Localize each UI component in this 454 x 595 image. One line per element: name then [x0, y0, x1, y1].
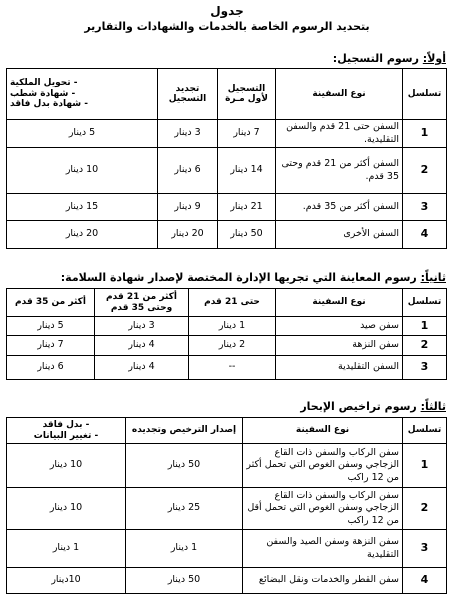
fee-cell: 50 دينار — [218, 221, 276, 249]
header-cell: تسلسل — [403, 289, 447, 317]
header-cell: تسلسل — [403, 418, 447, 444]
row-number: 3 — [403, 356, 447, 380]
section-3-title: رسوم تراخيص الإبحار — [300, 400, 421, 413]
row-number: 3 — [403, 194, 447, 221]
table-row — [7, 194, 447, 221]
table-row — [7, 148, 447, 194]
header-cell: نوع السفينة — [276, 69, 403, 120]
row-number: 1 — [403, 317, 447, 336]
table-row — [7, 444, 447, 488]
fee-cell: 1 دينار — [7, 530, 126, 568]
fee-cell: 10 دينار — [7, 444, 126, 488]
table-row — [7, 356, 447, 380]
ship-type: السفن حتى 21 قدم والسفن التقليدية. — [276, 120, 403, 148]
table-row — [7, 530, 447, 568]
row-number: 1 — [403, 444, 447, 488]
ship-type: السفن أكثر من 21 قدم وحتى 35 قدم. — [276, 148, 403, 194]
fee-cell: 14 دينار — [218, 148, 276, 194]
row-number: 4 — [403, 221, 447, 249]
row-number: 2 — [403, 148, 447, 194]
fee-cell: 7 دينار — [218, 120, 276, 148]
table-row — [7, 488, 447, 530]
fee-cell: 4 دينار — [95, 356, 189, 380]
section-1-prefix: أولاً: — [422, 52, 446, 65]
ship-type: السفن الأخرى — [276, 221, 403, 249]
document-title: جدول — [210, 4, 244, 18]
section-1-heading — [333, 52, 446, 65]
row-number: 4 — [403, 568, 447, 594]
document-subtitle: بتحديد الرسوم الخاصة بالخدمات والشهادات والتقارير — [84, 20, 370, 33]
header-cell: نوع السفينة — [243, 418, 403, 444]
fee-cell: 1 دينار — [126, 530, 243, 568]
inspection-fees-table — [6, 288, 447, 380]
table-row — [7, 568, 447, 594]
fee-cell: 3 دينار — [158, 120, 218, 148]
fee-cell: 20 دينار — [158, 221, 218, 249]
fee-cell: 6 دينار — [158, 148, 218, 194]
table-row — [7, 120, 447, 148]
row-number: 2 — [403, 336, 447, 356]
header-cell: أكثر من 35 قدم — [7, 289, 95, 317]
sailing-license-fees-table — [6, 417, 447, 594]
header-cell: - تحويل الملكية - شهادة شطب - شهادة بدل فاقد — [7, 69, 158, 120]
header-cell: تسلسل — [403, 69, 447, 120]
fee-cell: 50 دينار — [126, 568, 243, 594]
table-row — [7, 221, 447, 249]
fee-cell: 5 دينار — [7, 317, 95, 336]
ship-type: السفن أكثر من 35 قدم. — [276, 194, 403, 221]
fee-cell: 50 دينار — [126, 444, 243, 488]
fee-cell: 25 دينار — [126, 488, 243, 530]
section-3-heading — [300, 400, 446, 413]
fee-cell: 10 دينار — [7, 488, 126, 530]
fee-cell: 5 دينار — [7, 120, 158, 148]
header-cell: إصدار الترخيص وتجديده — [126, 418, 243, 444]
header-cell: نوع السفينة — [276, 289, 403, 317]
ship-type: سفن الركاب والسفن ذات القاع الزجاجي وسفن الغوص التي تحمل أكثر من 12 راكب — [243, 444, 403, 488]
table-header-row — [7, 69, 447, 120]
ship-type: سفن الركاب والسفن ذات القاع الزجاجي وسفن الغوص التي تحمل أقل من 12 راكب — [243, 488, 403, 530]
header-cell: التسجيل لأول مـرة — [218, 69, 276, 120]
section-1-title: رسوم التسجيل: — [332, 52, 423, 65]
fee-cell: 7 دينار — [7, 336, 95, 356]
fee-cell: 6 دينار — [7, 356, 95, 380]
fee-cell: 10 دينار — [7, 148, 158, 194]
row-number: 1 — [403, 120, 447, 148]
fee-cell: 1 دينار — [189, 317, 276, 336]
section-3-prefix: ثالثاً: — [420, 400, 446, 413]
ship-type: سفن النزهة — [276, 336, 403, 356]
fee-cell: 10دينار — [7, 568, 126, 594]
header-cell: - بدل فاقد - تغيير البيانات — [7, 418, 126, 444]
fee-cell: 2 دينار — [189, 336, 276, 356]
fee-cell: -- — [189, 356, 276, 380]
header-cell: تجديد التسجيل — [158, 69, 218, 120]
row-number: 2 — [403, 488, 447, 530]
ship-type: السفن التقليدية — [276, 356, 403, 380]
registration-fees-table — [6, 68, 447, 249]
table-row — [7, 336, 447, 356]
ship-type: سفن القطر والخدمات ونقل البضائع — [243, 568, 403, 594]
table-header-row — [7, 289, 447, 317]
fee-cell: 21 دينار — [218, 194, 276, 221]
table-row — [7, 317, 447, 336]
fee-cell: 15 دينار — [7, 194, 158, 221]
header-cell: أكثر من 21 قدم وحتى 35 قدم — [95, 289, 189, 317]
header-cell: حتى 21 قدم — [189, 289, 276, 317]
ship-type: سفن صيد — [276, 317, 403, 336]
table-header-row — [7, 418, 447, 444]
row-number: 3 — [403, 530, 447, 568]
ship-type: سفن النزهة وسفن الصيد والسفن التقليدية — [243, 530, 403, 568]
section-2-prefix: ثانياً: — [420, 271, 446, 284]
section-2-title: رسوم المعاينة التي تجريها الإدارة المختصة لإصدار شهادة السلامة: — [60, 271, 421, 284]
fee-cell: 20 دينار — [7, 221, 158, 249]
fee-cell: 3 دينار — [95, 317, 189, 336]
fee-cell: 9 دينار — [158, 194, 218, 221]
fee-cell: 4 دينار — [95, 336, 189, 356]
section-2-heading — [61, 271, 446, 284]
